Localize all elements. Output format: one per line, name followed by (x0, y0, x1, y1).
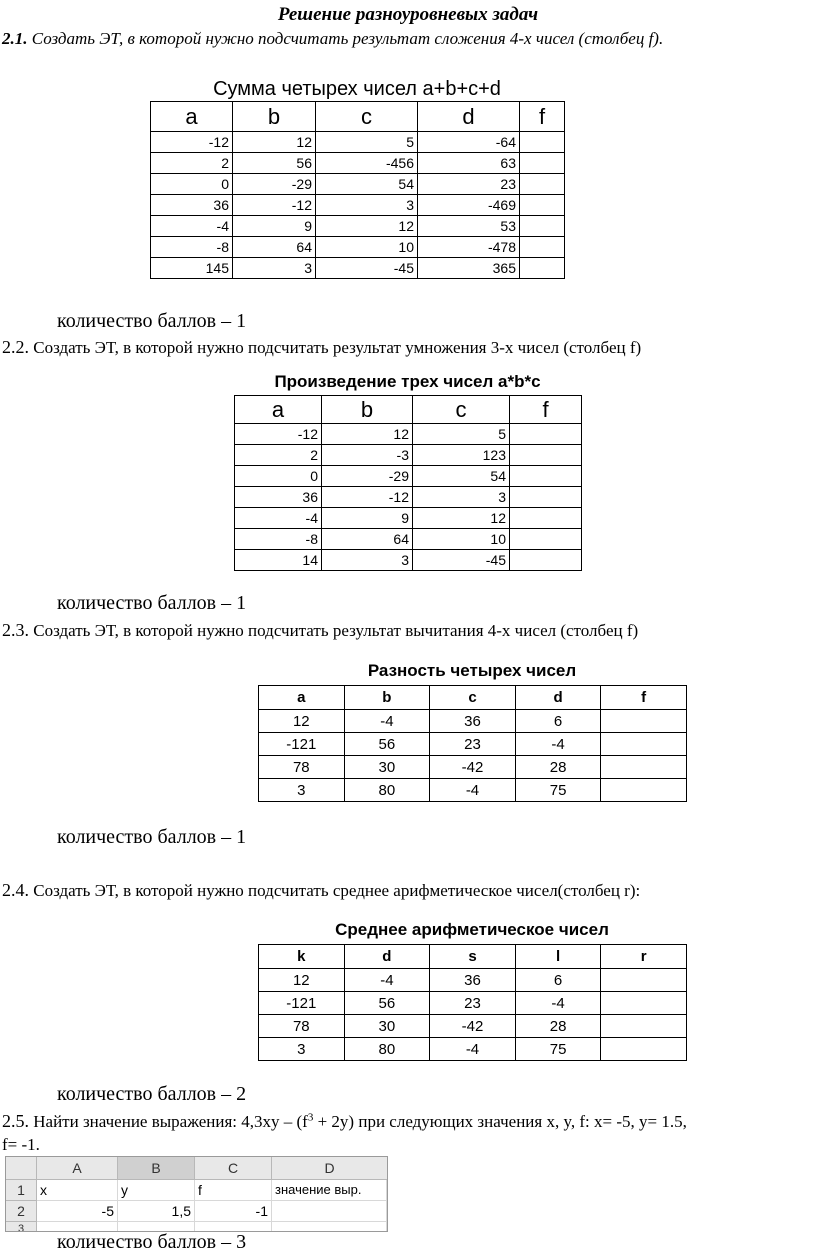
table-cell[interactable]: 123 (413, 445, 510, 466)
table-cell[interactable]: 145 (151, 258, 233, 279)
cell-b2[interactable]: 1,5 (118, 1201, 195, 1222)
table-row (259, 969, 687, 992)
table-cell[interactable]: 12 (233, 132, 316, 153)
cell-a1[interactable]: x (37, 1180, 118, 1201)
sum-table (150, 101, 565, 279)
score-line: количество баллов – 1 (57, 592, 247, 614)
column-header: r (601, 945, 687, 969)
score-line: количество баллов – 1 (57, 310, 247, 332)
table-cell[interactable]: 6 (515, 710, 601, 733)
table-row (235, 529, 582, 550)
table-cell[interactable]: 3 (413, 487, 510, 508)
cell-d1[interactable]: значение выр. (272, 1180, 387, 1201)
table-cell[interactable]: 28 (515, 1015, 601, 1038)
table-cell[interactable]: -478 (418, 237, 520, 258)
table-cell[interactable]: -4 (430, 779, 516, 802)
table-cell[interactable]: 3 (259, 779, 345, 802)
table-cell[interactable] (520, 153, 565, 174)
row-header-3[interactable]: 3 (6, 1222, 37, 1232)
table-cell[interactable] (510, 466, 582, 487)
product-table (234, 395, 582, 571)
header-row (259, 945, 687, 969)
cell-d2[interactable] (272, 1201, 387, 1222)
column-header: c (413, 396, 510, 424)
column-header: k (259, 945, 345, 969)
task-text: Создать ЭТ, в которой нужно подсчитать результат вычитания 4-х чисел (столбец f) (29, 621, 639, 640)
column-header: c (316, 102, 418, 132)
table-cell[interactable]: 12 (322, 424, 413, 445)
table-cell[interactable] (510, 424, 582, 445)
table-cell[interactable]: 5 (413, 424, 510, 445)
table-cell[interactable]: 30 (344, 756, 430, 779)
task-number: 2.2. (2, 337, 29, 357)
column-header: d (515, 686, 601, 710)
table-cell[interactable] (520, 258, 565, 279)
task-text-continued: + 2y) при следующих значения x, y, f: x= -5, y= 1.5, (313, 1112, 687, 1131)
table-cell[interactable]: 80 (344, 1038, 430, 1061)
table-cell[interactable]: 75 (515, 779, 601, 802)
task-text: Создать ЭТ, в которой нужно подсчитать среднее арифметическое чисел(столбец r): (29, 881, 641, 900)
table-cell[interactable]: 36 (235, 487, 322, 508)
table-cell[interactable]: 53 (418, 216, 520, 237)
table-cell[interactable]: -42 (430, 1015, 516, 1038)
table-cell[interactable]: 6 (515, 969, 601, 992)
difference-table (258, 685, 687, 802)
table-cell[interactable]: 10 (413, 529, 510, 550)
column-header-b[interactable]: B (118, 1157, 195, 1180)
table-row (151, 132, 565, 153)
table-cell[interactable]: 3 (259, 1038, 345, 1061)
column-header: a (151, 102, 233, 132)
table-row (235, 508, 582, 529)
row-header-2[interactable]: 2 (6, 1201, 37, 1222)
score-line: количество баллов – 3 (57, 1231, 247, 1253)
table-cell[interactable]: 78 (259, 756, 345, 779)
table-cell[interactable]: 14 (235, 550, 322, 571)
table-row (235, 424, 582, 445)
table-cell[interactable]: 2 (151, 153, 233, 174)
task-number: 2.4. (2, 880, 29, 900)
table-cell[interactable] (601, 1015, 687, 1038)
table-cell[interactable]: 3 (322, 550, 413, 571)
column-header: a (235, 396, 322, 424)
score-line: количество баллов – 1 (57, 826, 247, 848)
table-cell[interactable] (510, 508, 582, 529)
select-all-corner[interactable] (6, 1157, 37, 1180)
table-cell[interactable]: -121 (259, 733, 345, 756)
table-cell[interactable]: 64 (233, 237, 316, 258)
table-cell[interactable]: -4 (515, 992, 601, 1015)
table-cell[interactable]: 54 (316, 174, 418, 195)
task-text: Найти значение выражения: 4,3xy – (f (29, 1112, 308, 1131)
table-cell[interactable] (520, 132, 565, 153)
table-cell[interactable] (601, 710, 687, 733)
header-row (235, 396, 582, 424)
table-cell[interactable]: 12 (259, 710, 345, 733)
table-cell[interactable]: -12 (322, 487, 413, 508)
table-cell[interactable]: -4 (344, 710, 430, 733)
table-cell[interactable]: -29 (322, 466, 413, 487)
task-2-1-line (2, 29, 663, 49)
table-cell[interactable]: -45 (316, 258, 418, 279)
task-number: 2.3. (2, 620, 29, 640)
row-header-1[interactable]: 1 (6, 1180, 37, 1201)
table-row (259, 756, 687, 779)
table-row (259, 992, 687, 1015)
cell-c2[interactable]: -1 (195, 1201, 272, 1222)
table-cell[interactable]: -64 (418, 132, 520, 153)
table-cell[interactable]: 23 (430, 733, 516, 756)
table-cell[interactable] (601, 779, 687, 802)
task-2-4-line (2, 880, 640, 901)
table-cell[interactable]: 36 (430, 710, 516, 733)
table-cell[interactable]: 78 (259, 1015, 345, 1038)
exponent: 3 (307, 1111, 314, 1124)
cell-a2[interactable]: -5 (37, 1201, 118, 1222)
task-text: Создать ЭТ, в которой нужно подсчитать результат сложения 4-х чисел (столбец f). (27, 29, 664, 48)
table-cell[interactable]: -45 (413, 550, 510, 571)
table-row (151, 237, 565, 258)
table-row (151, 216, 565, 237)
table-cell[interactable]: 5 (316, 132, 418, 153)
table-cell[interactable]: -8 (235, 529, 322, 550)
table-row (259, 779, 687, 802)
table-cell[interactable]: 56 (344, 733, 430, 756)
task-number: 2.1. (2, 29, 28, 48)
header-row (259, 686, 687, 710)
table-cell[interactable]: 12 (413, 508, 510, 529)
table-row (259, 710, 687, 733)
table-cell[interactable]: 28 (515, 756, 601, 779)
cell-b1[interactable]: y (118, 1180, 195, 1201)
table-row (151, 195, 565, 216)
column-header: f (601, 686, 687, 710)
column-header: b (322, 396, 413, 424)
table-cell[interactable]: 56 (344, 992, 430, 1015)
table-cell[interactable]: 3 (233, 258, 316, 279)
table-cell[interactable]: 54 (413, 466, 510, 487)
table-cell[interactable]: 23 (418, 174, 520, 195)
table-cell[interactable] (520, 195, 565, 216)
table-row (151, 174, 565, 195)
table-cell[interactable]: -121 (259, 992, 345, 1015)
task-2-2-line (2, 337, 641, 358)
table-cell[interactable] (510, 550, 582, 571)
table-cell[interactable]: -29 (233, 174, 316, 195)
column-header: b (344, 686, 430, 710)
table-cell[interactable]: 36 (151, 195, 233, 216)
table-cell[interactable]: -12 (235, 424, 322, 445)
task-2-5-line (2, 1111, 687, 1132)
table-cell[interactable]: -12 (233, 195, 316, 216)
table-cell[interactable]: 56 (233, 153, 316, 174)
table-cell[interactable]: 80 (344, 779, 430, 802)
table-cell[interactable] (510, 445, 582, 466)
table-cell[interactable]: 365 (418, 258, 520, 279)
table-cell[interactable]: 30 (344, 1015, 430, 1038)
table-cell[interactable] (510, 487, 582, 508)
table-caption: Произведение трех чисел a*b*c (274, 372, 541, 391)
table-cell[interactable] (601, 756, 687, 779)
cell-c1[interactable]: f (195, 1180, 272, 1201)
table-cell[interactable]: 63 (418, 153, 520, 174)
table-cell[interactable]: 3 (316, 195, 418, 216)
column-header: b (233, 102, 316, 132)
table-cell[interactable]: 12 (316, 216, 418, 237)
table-cell[interactable]: -8 (151, 237, 233, 258)
task-number: 2.5. (2, 1111, 29, 1131)
column-header: l (515, 945, 601, 969)
spreadsheet-fragment (5, 1156, 388, 1232)
column-header: s (430, 945, 516, 969)
table-cell[interactable] (520, 216, 565, 237)
table-cell[interactable]: -4 (151, 216, 233, 237)
column-header: f (510, 396, 582, 424)
table-cell[interactable]: 0 (235, 466, 322, 487)
task-2-3-line (2, 620, 638, 641)
table-cell[interactable]: -4 (235, 508, 322, 529)
table-cell[interactable]: -4 (515, 733, 601, 756)
column-header: c (430, 686, 516, 710)
task-text: Создать ЭТ, в которой нужно подсчитать результат умножения 3-х чисел (столбец f) (29, 338, 642, 357)
table-row (259, 1015, 687, 1038)
table-cell[interactable]: -42 (430, 756, 516, 779)
table-caption: Сумма четырех чисел a+b+c+d (213, 78, 501, 100)
table-cell[interactable]: -456 (316, 153, 418, 174)
table-cell[interactable] (520, 174, 565, 195)
column-header: a (259, 686, 345, 710)
page-title: Решение разноуровневых задач (277, 4, 539, 25)
column-header: f (520, 102, 565, 132)
table-cell[interactable] (510, 529, 582, 550)
column-header: d (344, 945, 430, 969)
column-header-c[interactable]: C (195, 1157, 272, 1180)
table-cell[interactable] (601, 992, 687, 1015)
table-cell[interactable] (601, 733, 687, 756)
table-cell[interactable]: 36 (430, 969, 516, 992)
table-cell[interactable] (601, 969, 687, 992)
header-row (151, 102, 565, 132)
table-cell[interactable]: 64 (322, 529, 413, 550)
table-row (151, 258, 565, 279)
column-header-d[interactable]: D (272, 1157, 388, 1180)
table-row (259, 1038, 687, 1061)
table-row (235, 487, 582, 508)
table-cell[interactable]: -12 (151, 132, 233, 153)
table-cell[interactable]: 10 (316, 237, 418, 258)
table-cell[interactable]: 9 (322, 508, 413, 529)
table-cell[interactable]: 2 (235, 445, 322, 466)
table-row (259, 733, 687, 756)
table-cell[interactable] (601, 1038, 687, 1061)
task-2-5-line-2: f= -1. (2, 1135, 40, 1154)
cell-d3[interactable] (272, 1222, 387, 1232)
table-cell[interactable] (520, 237, 565, 258)
table-cell[interactable]: -3 (322, 445, 413, 466)
table-caption: Разность четырех чисел (367, 661, 577, 680)
table-row (235, 466, 582, 487)
average-table (258, 944, 687, 1061)
score-line: количество баллов – 2 (57, 1083, 247, 1105)
table-cell[interactable]: -4 (430, 1038, 516, 1061)
column-header: d (418, 102, 520, 132)
table-cell[interactable]: -469 (418, 195, 520, 216)
table-caption: Среднее арифметическое чисел (335, 920, 609, 939)
table-row (235, 445, 582, 466)
table-row (151, 153, 565, 174)
table-cell[interactable]: 9 (233, 216, 316, 237)
table-cell[interactable]: 0 (151, 174, 233, 195)
table-cell[interactable]: -4 (344, 969, 430, 992)
table-cell[interactable]: 12 (259, 969, 345, 992)
column-header-a[interactable]: A (37, 1157, 118, 1180)
table-cell[interactable]: 23 (430, 992, 516, 1015)
table-cell[interactable]: 75 (515, 1038, 601, 1061)
table-row (235, 550, 582, 571)
